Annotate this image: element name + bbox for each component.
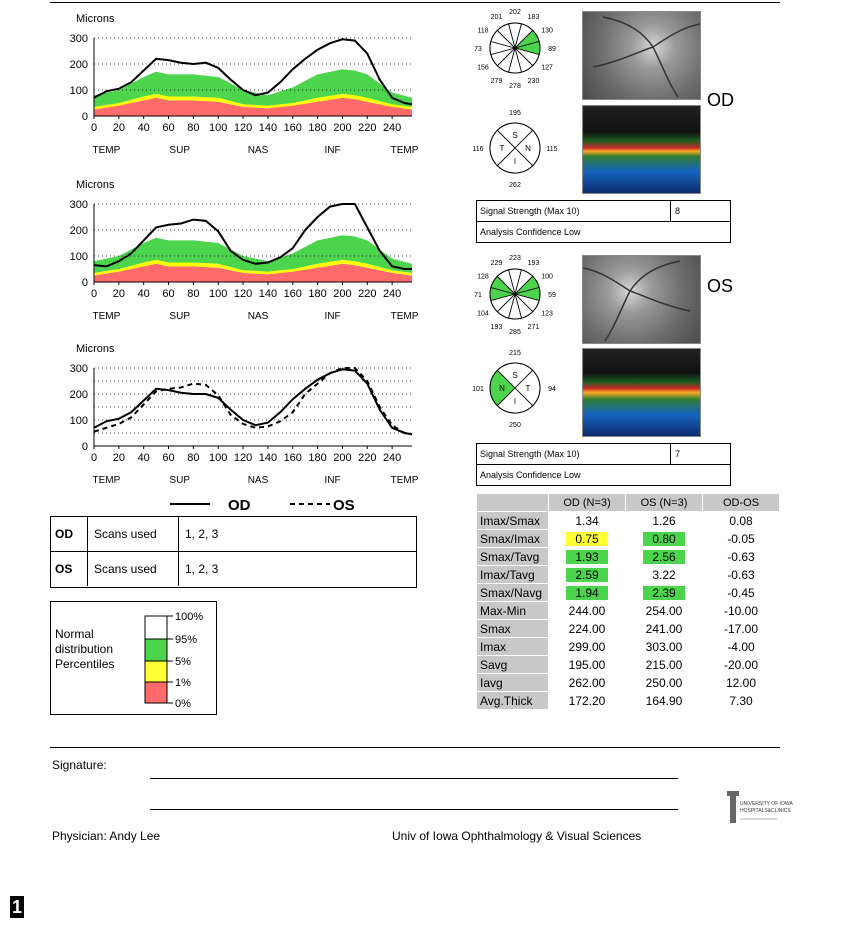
- os-oct-scan: [582, 348, 701, 437]
- value-os: [626, 602, 703, 620]
- section-label: SUP: [169, 145, 190, 156]
- x-tick-label: 160: [283, 122, 302, 134]
- quadrant-letter: I: [513, 157, 517, 166]
- row-label: Savg: [477, 656, 549, 674]
- institution-name: Univ of Iowa Ophthalmology & Visual Sciences: [392, 829, 642, 843]
- clock-value: 271: [527, 324, 540, 332]
- chart-ylabel: Microns: [76, 343, 115, 355]
- value-os: [626, 692, 703, 710]
- x-tick-label: 240: [382, 288, 402, 300]
- x-tick-label: 140: [258, 452, 278, 464]
- value-diff: [703, 530, 780, 548]
- tsnit-chart-2: [60, 176, 420, 326]
- section-label: TEMP: [92, 475, 121, 486]
- tick-1: 1%: [175, 677, 191, 689]
- scans-eye: OD: [51, 517, 88, 551]
- page-number: 1: [11, 897, 22, 917]
- value-text: 241.00: [645, 621, 683, 636]
- value-od: [549, 674, 626, 692]
- y-tick-label: 200: [69, 225, 88, 237]
- x-tick-label: 240: [382, 452, 402, 464]
- quadrant-letter: T: [525, 384, 531, 393]
- x-tick-label: 20: [112, 288, 125, 300]
- value-text: -10.00: [723, 603, 759, 618]
- tick-5: 5%: [175, 656, 191, 668]
- scans-label: Scans used: [88, 552, 179, 586]
- section-label: NAS: [247, 145, 269, 156]
- footer-rule: [50, 747, 780, 748]
- value-od: [549, 530, 626, 548]
- table-header: [477, 494, 549, 512]
- x-tick-label: 200: [333, 122, 352, 134]
- x-tick-label: 60: [162, 288, 175, 300]
- os-signal-box: [476, 443, 731, 486]
- value-text: -0.63: [727, 549, 755, 564]
- value-text: 1.94: [566, 586, 608, 600]
- value-od: [549, 566, 626, 584]
- table-row: [477, 584, 780, 602]
- legend-title-line: Normal: [55, 627, 94, 641]
- section-label: TEMP: [92, 311, 121, 322]
- x-tick-label: 100: [209, 288, 228, 300]
- row-label: Smax: [477, 620, 549, 638]
- table-header: OD (N=3): [549, 494, 626, 512]
- line-legend-svg: [170, 496, 410, 516]
- value-text: 250.00: [645, 675, 683, 690]
- quadrant-letter: N: [499, 384, 505, 393]
- value-text: 244.00: [568, 603, 606, 618]
- logo-svg: [722, 787, 793, 845]
- row-label: Smax/Navg: [477, 584, 549, 602]
- section-label: INF: [324, 311, 341, 322]
- scans-used-table: [50, 516, 417, 588]
- value-text: 262.00: [568, 675, 606, 690]
- value-od: [549, 602, 626, 620]
- x-tick-label: 140: [258, 122, 278, 134]
- value-diff: [703, 584, 780, 602]
- clock-value: 71: [474, 292, 482, 299]
- line-legend: [170, 496, 410, 516]
- value-text: 1.34: [575, 513, 599, 528]
- x-tick-label: 200: [333, 452, 352, 464]
- y-tick-label: 0: [81, 277, 88, 289]
- value-text: 303.00: [645, 639, 683, 654]
- od-signal-row: [476, 200, 731, 222]
- x-tick-label: 200: [333, 288, 352, 300]
- value-text: 2.56: [643, 550, 685, 564]
- value-os: [626, 566, 703, 584]
- value-os: [626, 674, 703, 692]
- x-tick-label: 160: [283, 288, 302, 300]
- x-tick-label: 180: [308, 452, 327, 464]
- signature-label: Signature:: [52, 758, 107, 772]
- scans-label: Scans used: [88, 517, 179, 551]
- y-tick-label: 300: [69, 363, 88, 375]
- value-diff: [703, 512, 780, 530]
- clock-value: 156: [477, 64, 489, 72]
- quadrant-letter: N: [525, 144, 531, 153]
- clock-value: 130: [541, 27, 553, 35]
- table-row: [477, 566, 780, 584]
- tick-100: 100%: [175, 611, 204, 623]
- value-diff: [703, 548, 780, 566]
- clock-value: 118: [477, 27, 489, 35]
- svg-text:UNIVERSITY OF IOWA: UNIVERSITY OF IOWA: [740, 801, 793, 807]
- os-quadrant-diagram: [470, 348, 580, 433]
- clock-value: 202: [509, 9, 521, 16]
- clock-value: 201: [490, 13, 503, 21]
- section-label: TEMP: [390, 475, 419, 486]
- y-tick-label: 300: [69, 199, 88, 211]
- section-label: SUP: [169, 311, 190, 322]
- clock-value: 193: [490, 324, 503, 332]
- value-text: 0.08: [729, 513, 753, 528]
- quadrant-letter: T: [499, 144, 505, 153]
- value-diff: [703, 620, 780, 638]
- value-diff: [703, 566, 780, 584]
- table-row: [477, 548, 780, 566]
- value-diff: [703, 692, 780, 710]
- x-tick-label: 160: [283, 452, 302, 464]
- signature-line-1: [150, 778, 678, 779]
- x-tick-label: 0: [90, 122, 98, 134]
- legend-title: [55, 627, 114, 672]
- x-tick-label: 240: [382, 122, 402, 134]
- clock-value: 100: [541, 273, 553, 281]
- y-tick-label: 200: [69, 59, 88, 71]
- row-label: Iavg: [477, 674, 549, 692]
- section-label: SUP: [169, 475, 190, 486]
- chart-ylabel: Microns: [76, 13, 115, 25]
- table-row: [477, 638, 780, 656]
- value-text: 2.39: [643, 586, 685, 600]
- od-eye-label: OD: [707, 90, 734, 110]
- od-signal-value: 8: [675, 206, 681, 216]
- x-tick-label: 100: [209, 122, 228, 134]
- value-od: [549, 620, 626, 638]
- y-tick-label: 100: [69, 85, 88, 97]
- od-fundus-image: [582, 11, 701, 100]
- value-text: 1.26: [652, 513, 676, 528]
- od-signal-box: [476, 200, 731, 243]
- x-tick-label: 20: [112, 122, 125, 134]
- os-signal-value: 7: [675, 449, 681, 459]
- percentile-legend: [50, 601, 217, 715]
- row-label: Smax/Imax: [477, 530, 549, 548]
- section-label: NAS: [247, 311, 269, 322]
- clock-value: 89: [548, 46, 556, 53]
- x-tick-label: 80: [187, 288, 200, 300]
- value-text: 299.00: [568, 639, 606, 654]
- os-fundus-image: [582, 255, 701, 344]
- quadrant-value: 115: [546, 146, 558, 153]
- section-label: INF: [324, 475, 341, 486]
- value-text: 0.75: [566, 532, 608, 546]
- table-header: OD-OS: [703, 494, 780, 512]
- od-quadrant-diagram: [470, 108, 580, 193]
- value-os: [626, 638, 703, 656]
- clock-value: 278: [509, 83, 521, 90]
- value-diff: [703, 638, 780, 656]
- svg-text:HOSPITALS&CLINICS: HOSPITALS&CLINICS: [740, 808, 791, 814]
- section-label: TEMP: [390, 311, 419, 322]
- value-diff: [703, 656, 780, 674]
- x-tick-label: 60: [162, 452, 175, 464]
- value-text: 12.00: [725, 675, 757, 690]
- y-tick-label: 200: [69, 389, 88, 401]
- series-od-line: [94, 369, 412, 434]
- table-row: [477, 656, 780, 674]
- clock-value: 123: [541, 310, 553, 318]
- value-text: -17.00: [723, 621, 759, 636]
- value-od: [549, 638, 626, 656]
- clock-value: 193: [527, 259, 540, 267]
- row-label: Imax: [477, 638, 549, 656]
- x-tick-label: 120: [233, 288, 253, 300]
- value-text: -20.00: [723, 657, 759, 672]
- value-text: -0.63: [727, 567, 755, 582]
- tick-0: 0%: [175, 698, 191, 710]
- quadrant-value: 215: [509, 350, 521, 357]
- clock-value: 104: [477, 310, 489, 318]
- x-tick-label: 220: [358, 122, 377, 134]
- clock-value: 127: [541, 64, 553, 72]
- od-signal-label: Signal Strength (Max 10): [477, 201, 671, 221]
- scans-value: 1, 2, 3: [185, 562, 219, 576]
- value-text: 215.00: [645, 657, 683, 672]
- od-clock-diagram: [470, 8, 580, 93]
- value-text: 2.59: [566, 568, 608, 582]
- x-tick-label: 60: [162, 122, 175, 134]
- quadrant-value: 116: [472, 146, 484, 153]
- legend-title-line: distribution: [55, 642, 114, 656]
- value-os: [626, 620, 703, 638]
- row-label: Imax/Tavg: [477, 566, 549, 584]
- od-confidence: Analysis Confidence Low: [476, 222, 731, 243]
- value-os: [626, 656, 703, 674]
- x-tick-label: 180: [308, 122, 327, 134]
- tsnit-chart-1: [60, 10, 420, 160]
- table-row: [477, 692, 780, 710]
- tick-95: 95%: [175, 634, 198, 646]
- row-label: Smax/Tavg: [477, 548, 549, 566]
- value-os: [626, 512, 703, 530]
- clock-value: 128: [477, 273, 489, 281]
- value-text: 0.80: [643, 532, 685, 546]
- band-green: [145, 639, 167, 661]
- od-legend-label: OD: [228, 497, 251, 514]
- value-od: [549, 692, 626, 710]
- row-label: Avg.Thick: [477, 692, 549, 710]
- scans-row-od: [51, 517, 416, 551]
- value-diff: [703, 674, 780, 692]
- clock-value: 230: [527, 78, 540, 86]
- top-rule: [50, 2, 780, 3]
- value-text: 7.30: [729, 693, 753, 708]
- clock-value: 229: [490, 259, 503, 267]
- x-tick-label: 140: [258, 288, 278, 300]
- od-oct-scan: [582, 105, 701, 194]
- chart-ylabel: Microns: [76, 179, 115, 191]
- table-row: [477, 530, 780, 548]
- row-label: Max-Min: [477, 602, 549, 620]
- os-legend-label: OS: [333, 497, 355, 514]
- os-fundus-vessels: [583, 256, 700, 343]
- x-tick-label: 120: [233, 452, 253, 464]
- y-tick-label: 100: [69, 415, 88, 427]
- section-label: TEMP: [390, 145, 419, 156]
- value-od: [549, 512, 626, 530]
- value-text: 164.90: [645, 693, 683, 708]
- os-confidence: Analysis Confidence Low: [476, 465, 731, 486]
- value-text: 1.93: [566, 550, 608, 564]
- quadrant-letter: I: [513, 397, 517, 406]
- tsnit-chart-3: [60, 340, 420, 490]
- x-tick-label: 40: [137, 452, 150, 464]
- band-yellow: [145, 661, 167, 682]
- clock-value: 279: [490, 78, 503, 86]
- value-text: 172.20: [568, 693, 606, 708]
- value-os: [626, 548, 703, 566]
- clock-value: 285: [509, 329, 521, 336]
- physician-name: Physician: Andy Lee: [52, 829, 161, 843]
- table-row: [477, 620, 780, 638]
- quadrant-letter: S: [512, 371, 518, 380]
- x-tick-label: 80: [187, 122, 200, 134]
- table-header: OS (N=3): [626, 494, 703, 512]
- od-fundus-vessels: [583, 12, 700, 99]
- scans-eye: OS: [51, 552, 88, 586]
- measurements-table: [476, 493, 780, 710]
- x-tick-label: 40: [137, 122, 150, 134]
- table-row: [477, 512, 780, 530]
- y-tick-label: 300: [69, 33, 88, 45]
- quadrant-letter: S: [512, 131, 518, 140]
- clock-value: 183: [527, 13, 540, 21]
- x-tick-label: 20: [112, 452, 125, 464]
- quadrant-value: 101: [472, 386, 484, 393]
- x-tick-label: 220: [358, 452, 377, 464]
- clock-value: 73: [474, 46, 482, 53]
- os-clock-diagram: [470, 254, 580, 339]
- university-logo: [722, 787, 793, 845]
- os-signal-label: Signal Strength (Max 10): [477, 444, 671, 464]
- quadrant-value: 262: [509, 182, 521, 189]
- table-row: [477, 674, 780, 692]
- band-white: [145, 616, 167, 639]
- x-tick-label: 100: [209, 452, 228, 464]
- y-tick-label: 0: [81, 441, 88, 453]
- quadrant-value: 250: [509, 422, 521, 429]
- scans-value: 1, 2, 3: [185, 527, 219, 541]
- section-label: NAS: [247, 475, 269, 486]
- value-os: [626, 584, 703, 602]
- y-tick-label: 0: [81, 111, 88, 123]
- os-eye-label: OS: [707, 276, 734, 296]
- os-signal-row: [476, 443, 731, 465]
- quadrant-value: 195: [509, 110, 521, 117]
- value-od: [549, 584, 626, 602]
- value-od: [549, 656, 626, 674]
- table-row: [477, 602, 780, 620]
- clock-value: 223: [509, 255, 521, 262]
- value-diff: [703, 602, 780, 620]
- table-header-row: [477, 494, 780, 512]
- section-label: INF: [324, 145, 341, 156]
- value-od: [549, 548, 626, 566]
- section-label: TEMP: [92, 145, 121, 156]
- value-os: [626, 530, 703, 548]
- value-text: 3.22: [652, 567, 676, 582]
- signature-line-2: [150, 809, 678, 810]
- value-text: -0.45: [727, 585, 755, 600]
- legend-scale: [141, 610, 216, 710]
- x-tick-label: 220: [358, 288, 377, 300]
- x-tick-label: 0: [90, 452, 98, 464]
- value-text: 254.00: [645, 603, 683, 618]
- x-tick-label: 120: [233, 122, 253, 134]
- clock-value: 59: [548, 292, 556, 299]
- x-tick-label: 180: [308, 288, 327, 300]
- x-tick-label: 80: [187, 452, 200, 464]
- value-text: 224.00: [568, 621, 606, 636]
- value-text: -0.05: [727, 531, 755, 546]
- value-text: -4.00: [727, 639, 755, 654]
- quadrant-value: 94: [548, 386, 556, 393]
- value-text: 195.00: [568, 657, 606, 672]
- x-tick-label: 40: [137, 288, 150, 300]
- x-tick-label: 0: [90, 288, 98, 300]
- row-label: Imax/Smax: [477, 512, 549, 530]
- legend-title-line: Percentiles: [55, 657, 115, 671]
- y-tick-label: 100: [69, 251, 88, 263]
- band-red: [145, 682, 167, 703]
- scans-row-os: [51, 551, 416, 586]
